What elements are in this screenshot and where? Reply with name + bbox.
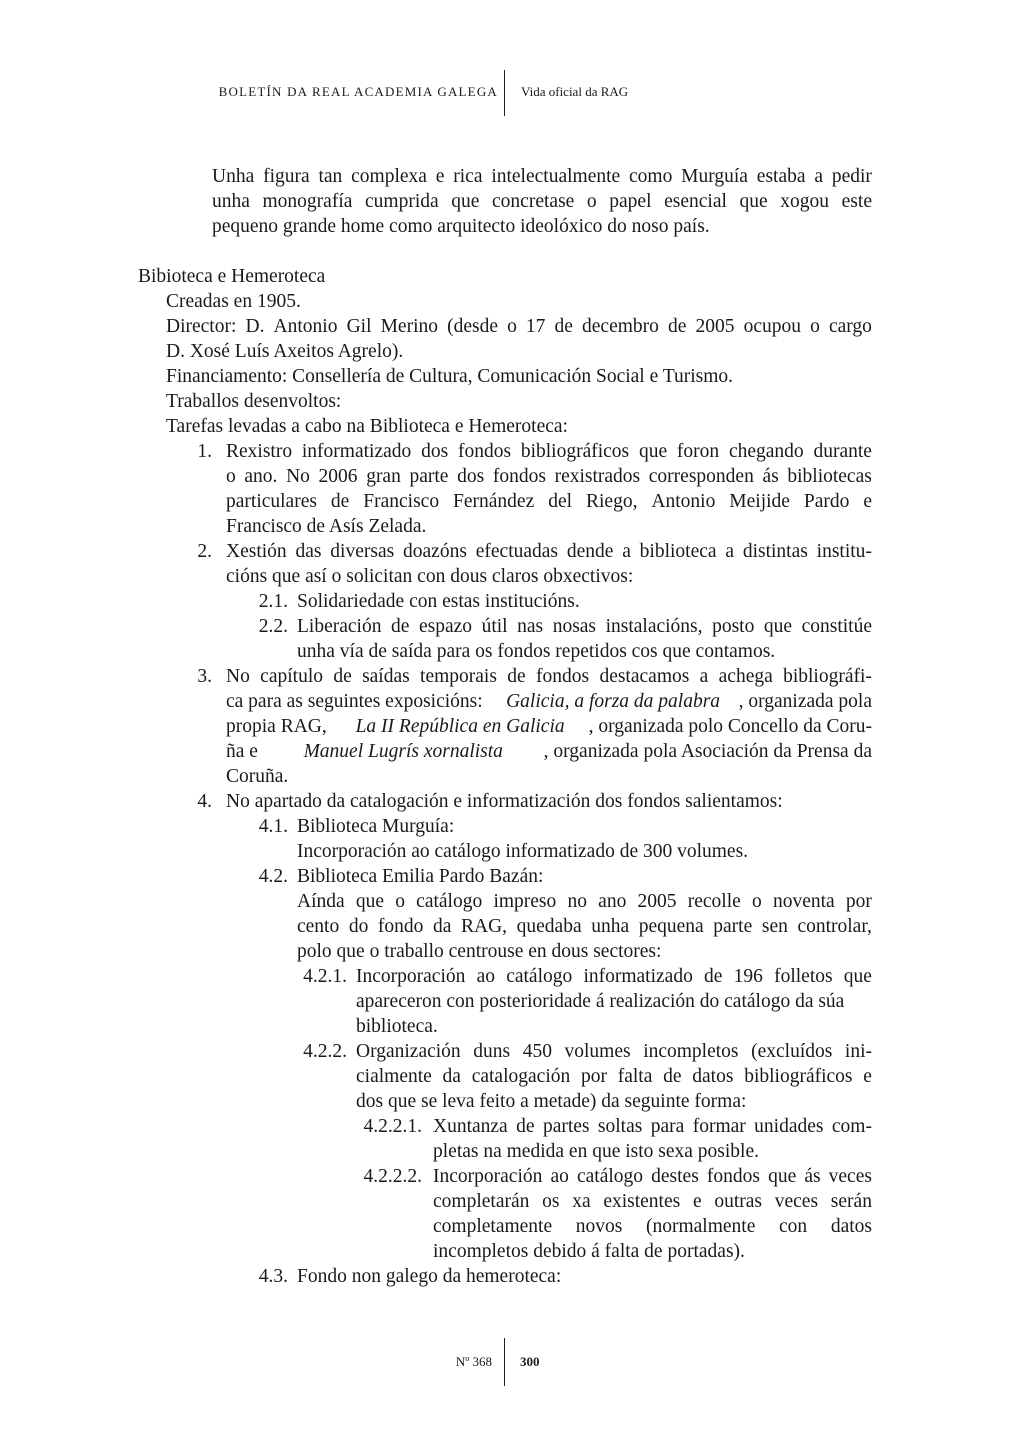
word: formar xyxy=(692,1116,746,1137)
word: unha xyxy=(212,191,250,212)
word: catálogo xyxy=(416,891,483,912)
word: este xyxy=(841,191,872,212)
item-2-line xyxy=(226,539,872,564)
word: ano. xyxy=(244,466,278,487)
word: diversas xyxy=(330,541,395,562)
word: Riego, xyxy=(585,491,638,512)
word: Unha xyxy=(212,166,255,187)
item-number: 3. xyxy=(197,666,212,687)
word: gran xyxy=(366,466,401,487)
item-4-2-2-line: dos que se leva feito a metade) da seguinte forma: xyxy=(356,1091,747,1112)
word: destes xyxy=(651,1166,699,1187)
director-line: D. Xosé Luís Axeitos Agrelo). xyxy=(166,341,404,362)
word: a xyxy=(699,666,709,687)
word: de xyxy=(516,1116,535,1137)
word: existentes xyxy=(603,1191,681,1212)
item-4-2-2-line xyxy=(356,1039,872,1064)
word: unidades xyxy=(754,1116,824,1137)
word: o xyxy=(507,316,517,337)
word: de xyxy=(330,491,350,512)
word: constitúe xyxy=(801,616,872,637)
word: informatizado xyxy=(583,966,693,987)
word: instalacións, xyxy=(605,616,703,637)
word: veces xyxy=(828,1166,872,1187)
word: quedaba xyxy=(516,916,582,937)
word: bibliotecas xyxy=(787,466,872,487)
item-4-2-2-1-line xyxy=(433,1114,872,1139)
word: e xyxy=(863,491,872,512)
word: nas xyxy=(517,616,544,637)
word: da xyxy=(433,916,452,937)
word: para xyxy=(650,1116,685,1137)
word: 2005 xyxy=(695,316,735,337)
word: Fernández xyxy=(453,491,535,512)
item-4-2-1-line: apareceron con posterioridade á realización do catálogo da súa xyxy=(356,991,845,1012)
section-title: Vida oficial da RAG xyxy=(521,84,629,99)
item-number: 4.2.2.1. xyxy=(363,1116,422,1137)
word: que xyxy=(451,191,480,212)
word: que xyxy=(739,191,768,212)
word: parte xyxy=(409,466,449,487)
word: a xyxy=(814,166,824,187)
word: bibliográfi- xyxy=(783,666,872,687)
word: No xyxy=(226,666,250,687)
word: que xyxy=(763,616,793,637)
word: fondos xyxy=(536,666,590,687)
word: bibliográficos xyxy=(520,441,630,462)
word: serán xyxy=(830,1191,872,1212)
word: nosas xyxy=(552,616,597,637)
word: 196 xyxy=(733,966,763,987)
text-run: , organizada polo Concello da Coru- xyxy=(588,716,872,737)
word: fondo xyxy=(377,916,424,937)
word: catálogo xyxy=(506,966,573,987)
intro-line xyxy=(212,189,872,214)
word: dos xyxy=(421,441,449,462)
word: esencial xyxy=(664,191,727,212)
item-number: 4.3. xyxy=(258,1266,288,1287)
word: Aínda xyxy=(297,891,345,912)
word: 450 xyxy=(522,1041,552,1062)
word: no xyxy=(567,891,587,912)
word: ao xyxy=(476,966,495,987)
word: posto xyxy=(712,616,755,637)
word: informatizado xyxy=(301,441,412,462)
word: controlar, xyxy=(797,916,872,937)
page-footer xyxy=(0,1338,1010,1388)
word: de xyxy=(554,316,573,337)
word: de xyxy=(391,616,410,637)
word: o xyxy=(751,891,762,912)
word: efectuadas xyxy=(475,541,559,562)
item-number: 4. xyxy=(197,791,212,812)
item-4-2-2-2-line xyxy=(433,1164,872,1189)
word: o xyxy=(395,891,405,912)
word: monografía xyxy=(262,191,353,212)
item-4-line: No apartado da catalogación e informatización dos fondos salientamos: xyxy=(226,791,783,812)
item-3-line xyxy=(226,739,872,764)
item-number: 4.1. xyxy=(258,816,288,837)
word: durante xyxy=(813,441,872,462)
word: com- xyxy=(831,1116,872,1137)
word: a xyxy=(725,541,735,562)
word: 17 xyxy=(525,316,546,337)
word: por xyxy=(580,1066,607,1087)
word: cento xyxy=(297,916,340,937)
word: Incorporación xyxy=(356,966,466,987)
word: cumprida xyxy=(365,191,439,212)
word: achega xyxy=(718,666,773,687)
word: fondos xyxy=(706,1166,760,1187)
word: capítulo xyxy=(260,666,323,687)
item-4-2-2-2-line: incompletos debido á falta de portadas). xyxy=(433,1241,745,1262)
word: distintas xyxy=(742,541,808,562)
word: ocupou xyxy=(743,316,801,337)
word: 2006 xyxy=(318,466,358,487)
word: doazóns xyxy=(403,541,467,562)
word: foron xyxy=(676,441,720,462)
item-2-1-line: Solidariedade con estas institucións. xyxy=(297,591,580,612)
word: veces xyxy=(774,1191,819,1212)
word: volumes xyxy=(564,1041,631,1062)
word: ano xyxy=(598,891,627,912)
item-number: 4.2.1. xyxy=(303,966,347,987)
word: que xyxy=(638,441,668,462)
word: Xuntanza xyxy=(433,1116,508,1137)
word: tan xyxy=(318,166,343,187)
word: de xyxy=(333,666,352,687)
item-4-2-2-2-line xyxy=(433,1214,872,1239)
word: de xyxy=(507,666,526,687)
item-4-1-line: Incorporación ao catálogo informatizado de 300 volumes. xyxy=(297,841,749,862)
item-number: 1. xyxy=(197,441,212,462)
word: recolle xyxy=(687,891,741,912)
word: e xyxy=(435,166,445,187)
word: concretase xyxy=(492,191,575,212)
word: Murguía xyxy=(681,166,748,187)
item-1-line xyxy=(226,439,872,464)
word: Francisco xyxy=(363,491,440,512)
word: noventa xyxy=(772,891,835,912)
item-4-2-2-1-line: pletas na medida en que isto sexa posible. xyxy=(433,1141,759,1162)
word: de xyxy=(663,1066,682,1087)
word: unha xyxy=(591,916,630,937)
word: de xyxy=(704,966,723,987)
word: novos xyxy=(575,1216,623,1237)
text-run: ña e xyxy=(226,741,263,762)
item-number: 4.2.2.2. xyxy=(363,1166,422,1187)
word: ás xyxy=(762,466,779,487)
word: ini- xyxy=(844,1041,872,1062)
text-run: ca para as seguintes exposicións: xyxy=(226,691,488,712)
word: do xyxy=(348,916,369,937)
word: saídas xyxy=(362,666,410,687)
item-1-line xyxy=(226,489,872,514)
word: falta xyxy=(617,1066,653,1087)
word: pequena xyxy=(638,916,704,937)
word: figura xyxy=(263,166,310,187)
item-3-line: Coruña. xyxy=(226,766,289,787)
word: D. xyxy=(245,316,265,337)
item-number: 2.1. xyxy=(258,591,288,612)
issue-number: Nº 368 xyxy=(455,1354,492,1369)
item-4-2-1-line xyxy=(356,964,872,989)
word: como xyxy=(629,166,673,187)
tasks-intro: Tarefas levadas a cabo na Biblioteca e Hemeroteca: xyxy=(166,416,568,437)
intro-line xyxy=(212,164,872,189)
funding-line: Financiamento: Consellería de Cultura, Comunicación Social e Turismo. xyxy=(166,366,734,387)
page-header xyxy=(0,78,1010,118)
word: dende xyxy=(566,541,614,562)
item-number: 4.2.2. xyxy=(303,1041,347,1062)
journal-title: BOLETÍN DA REAL ACADEMIA GALEGA xyxy=(218,84,498,99)
item-number: 2.2. xyxy=(258,616,288,637)
item-4-2-line xyxy=(297,889,872,914)
exhibition-title: Manuel Lugrís xornalista xyxy=(303,741,503,762)
director-line xyxy=(166,314,872,339)
word: fondos xyxy=(492,466,546,487)
word: estaba xyxy=(756,166,806,187)
word: bibliográficos xyxy=(744,1066,853,1087)
item-4-2-1-line: biblioteca. xyxy=(356,1016,438,1037)
word: Liberación xyxy=(297,616,382,637)
exhibition-title: La II República en Galicia xyxy=(355,716,565,737)
item-2-2-line xyxy=(297,614,872,639)
word: corresponden xyxy=(648,466,754,487)
item-4-2-2-line xyxy=(356,1064,872,1089)
word: útil xyxy=(481,616,508,637)
word: ás xyxy=(804,1166,821,1187)
word: particulares xyxy=(226,491,317,512)
word: cialmente xyxy=(356,1066,432,1087)
word: rexistrados xyxy=(554,466,641,487)
item-4-2-line: polo que o traballo centrouse en dous sectores: xyxy=(297,941,662,962)
word: completarán xyxy=(433,1191,530,1212)
word: os xyxy=(542,1191,560,1212)
word: a xyxy=(622,541,631,562)
word: decembro xyxy=(582,316,659,337)
word: o xyxy=(226,466,236,487)
word: destacamos xyxy=(599,666,690,687)
word: (desde xyxy=(447,316,498,337)
word: catalogación xyxy=(471,1066,571,1087)
word: xa xyxy=(572,1191,591,1212)
item-1-line xyxy=(226,464,872,489)
item-4-1-title: Biblioteca Murguía: xyxy=(297,816,455,837)
intro-line: pequeno grande home como arquitecto ideolóxico do noso país. xyxy=(212,216,710,237)
word: complexa xyxy=(351,166,427,187)
item-1-line: Francisco de Asís Zelada. xyxy=(226,516,427,537)
item-number: 2. xyxy=(197,541,212,562)
word: impreso xyxy=(493,891,557,912)
word: por xyxy=(845,891,872,912)
word: Antonio xyxy=(651,491,716,512)
word: rica xyxy=(453,166,483,187)
word: papel xyxy=(609,191,652,212)
word: que xyxy=(355,891,385,912)
work-line: Traballos desenvoltos: xyxy=(166,391,342,412)
word: Rexistro xyxy=(226,441,293,462)
word: catálogo xyxy=(576,1166,644,1187)
word: intelectualmente xyxy=(491,166,621,187)
word: con xyxy=(779,1216,808,1237)
word: outras xyxy=(714,1191,763,1212)
word: que xyxy=(768,1166,797,1187)
word: (excluídos xyxy=(751,1041,833,1062)
word: Gil xyxy=(346,316,372,337)
item-3-line xyxy=(226,689,872,714)
word: datos xyxy=(830,1216,872,1237)
footer-divider xyxy=(504,1338,505,1386)
word: ao xyxy=(550,1166,569,1187)
header-divider xyxy=(504,70,505,116)
word: Antonio xyxy=(273,316,338,337)
word: completamente xyxy=(433,1216,553,1237)
item-3-line xyxy=(226,664,872,689)
word: soltas xyxy=(597,1116,643,1137)
word: Merino xyxy=(380,316,438,337)
word: institu- xyxy=(816,541,872,562)
word: que xyxy=(843,966,872,987)
page-number: 300 xyxy=(520,1354,540,1369)
word: parte xyxy=(713,916,753,937)
word: folletos xyxy=(774,966,833,987)
exhibition-title: Galicia, a forza da palabra xyxy=(506,691,721,712)
word: incompletos xyxy=(643,1041,739,1062)
word: biblioteca xyxy=(639,541,717,562)
word: del xyxy=(548,491,573,512)
word: o xyxy=(810,316,820,337)
created-line: Creadas en 1905. xyxy=(166,291,301,312)
text-run: , organizada pola xyxy=(738,691,872,712)
word: temporais xyxy=(420,666,497,687)
item-2-line: cións que así o solicitan con dous claros obxectivos: xyxy=(226,566,634,587)
word: espazo xyxy=(418,616,473,637)
item-3-line xyxy=(226,714,872,739)
word: Director: xyxy=(166,316,237,337)
word: das xyxy=(295,541,322,562)
word: 2005 xyxy=(637,891,677,912)
word: fondos xyxy=(457,441,512,462)
section-heading: Bibioteca e Hemeroteca xyxy=(138,266,326,287)
word: o xyxy=(586,191,597,212)
item-4-2-line xyxy=(297,914,872,939)
word: Incorporación xyxy=(433,1166,543,1187)
item-number: 4.2. xyxy=(258,866,288,887)
word: e xyxy=(863,1066,872,1087)
text-run: , organizada pola Asociación da Prensa da xyxy=(543,741,872,762)
word: Xestión xyxy=(226,541,287,562)
item-4-2-title: Biblioteca Emilia Pardo Bazán: xyxy=(297,866,544,887)
word: dos xyxy=(457,466,485,487)
word: da xyxy=(442,1066,461,1087)
word: Meijide xyxy=(729,491,790,512)
item-4-3-line: Fondo non galego da hemeroteca: xyxy=(297,1266,562,1287)
word: sen xyxy=(761,916,788,937)
word: de xyxy=(668,316,687,337)
word: Pardo xyxy=(803,491,850,512)
word: pedir xyxy=(831,166,872,187)
word: duns xyxy=(473,1041,511,1062)
word: Organización xyxy=(356,1041,461,1062)
word: xogou xyxy=(780,191,830,212)
word: chegando xyxy=(728,441,804,462)
word: partes xyxy=(542,1116,590,1137)
word: RAG, xyxy=(461,916,508,937)
word: No xyxy=(286,466,310,487)
word: cargo xyxy=(828,316,872,337)
item-2-2-line: unha vía de saída para os fondos repetidos cos que contamos. xyxy=(297,641,776,662)
word: (normalmente xyxy=(646,1216,756,1237)
text-run: propia RAG, xyxy=(226,716,332,737)
word: datos xyxy=(692,1066,734,1087)
item-4-2-2-2-line xyxy=(433,1189,872,1214)
word: e xyxy=(692,1191,702,1212)
